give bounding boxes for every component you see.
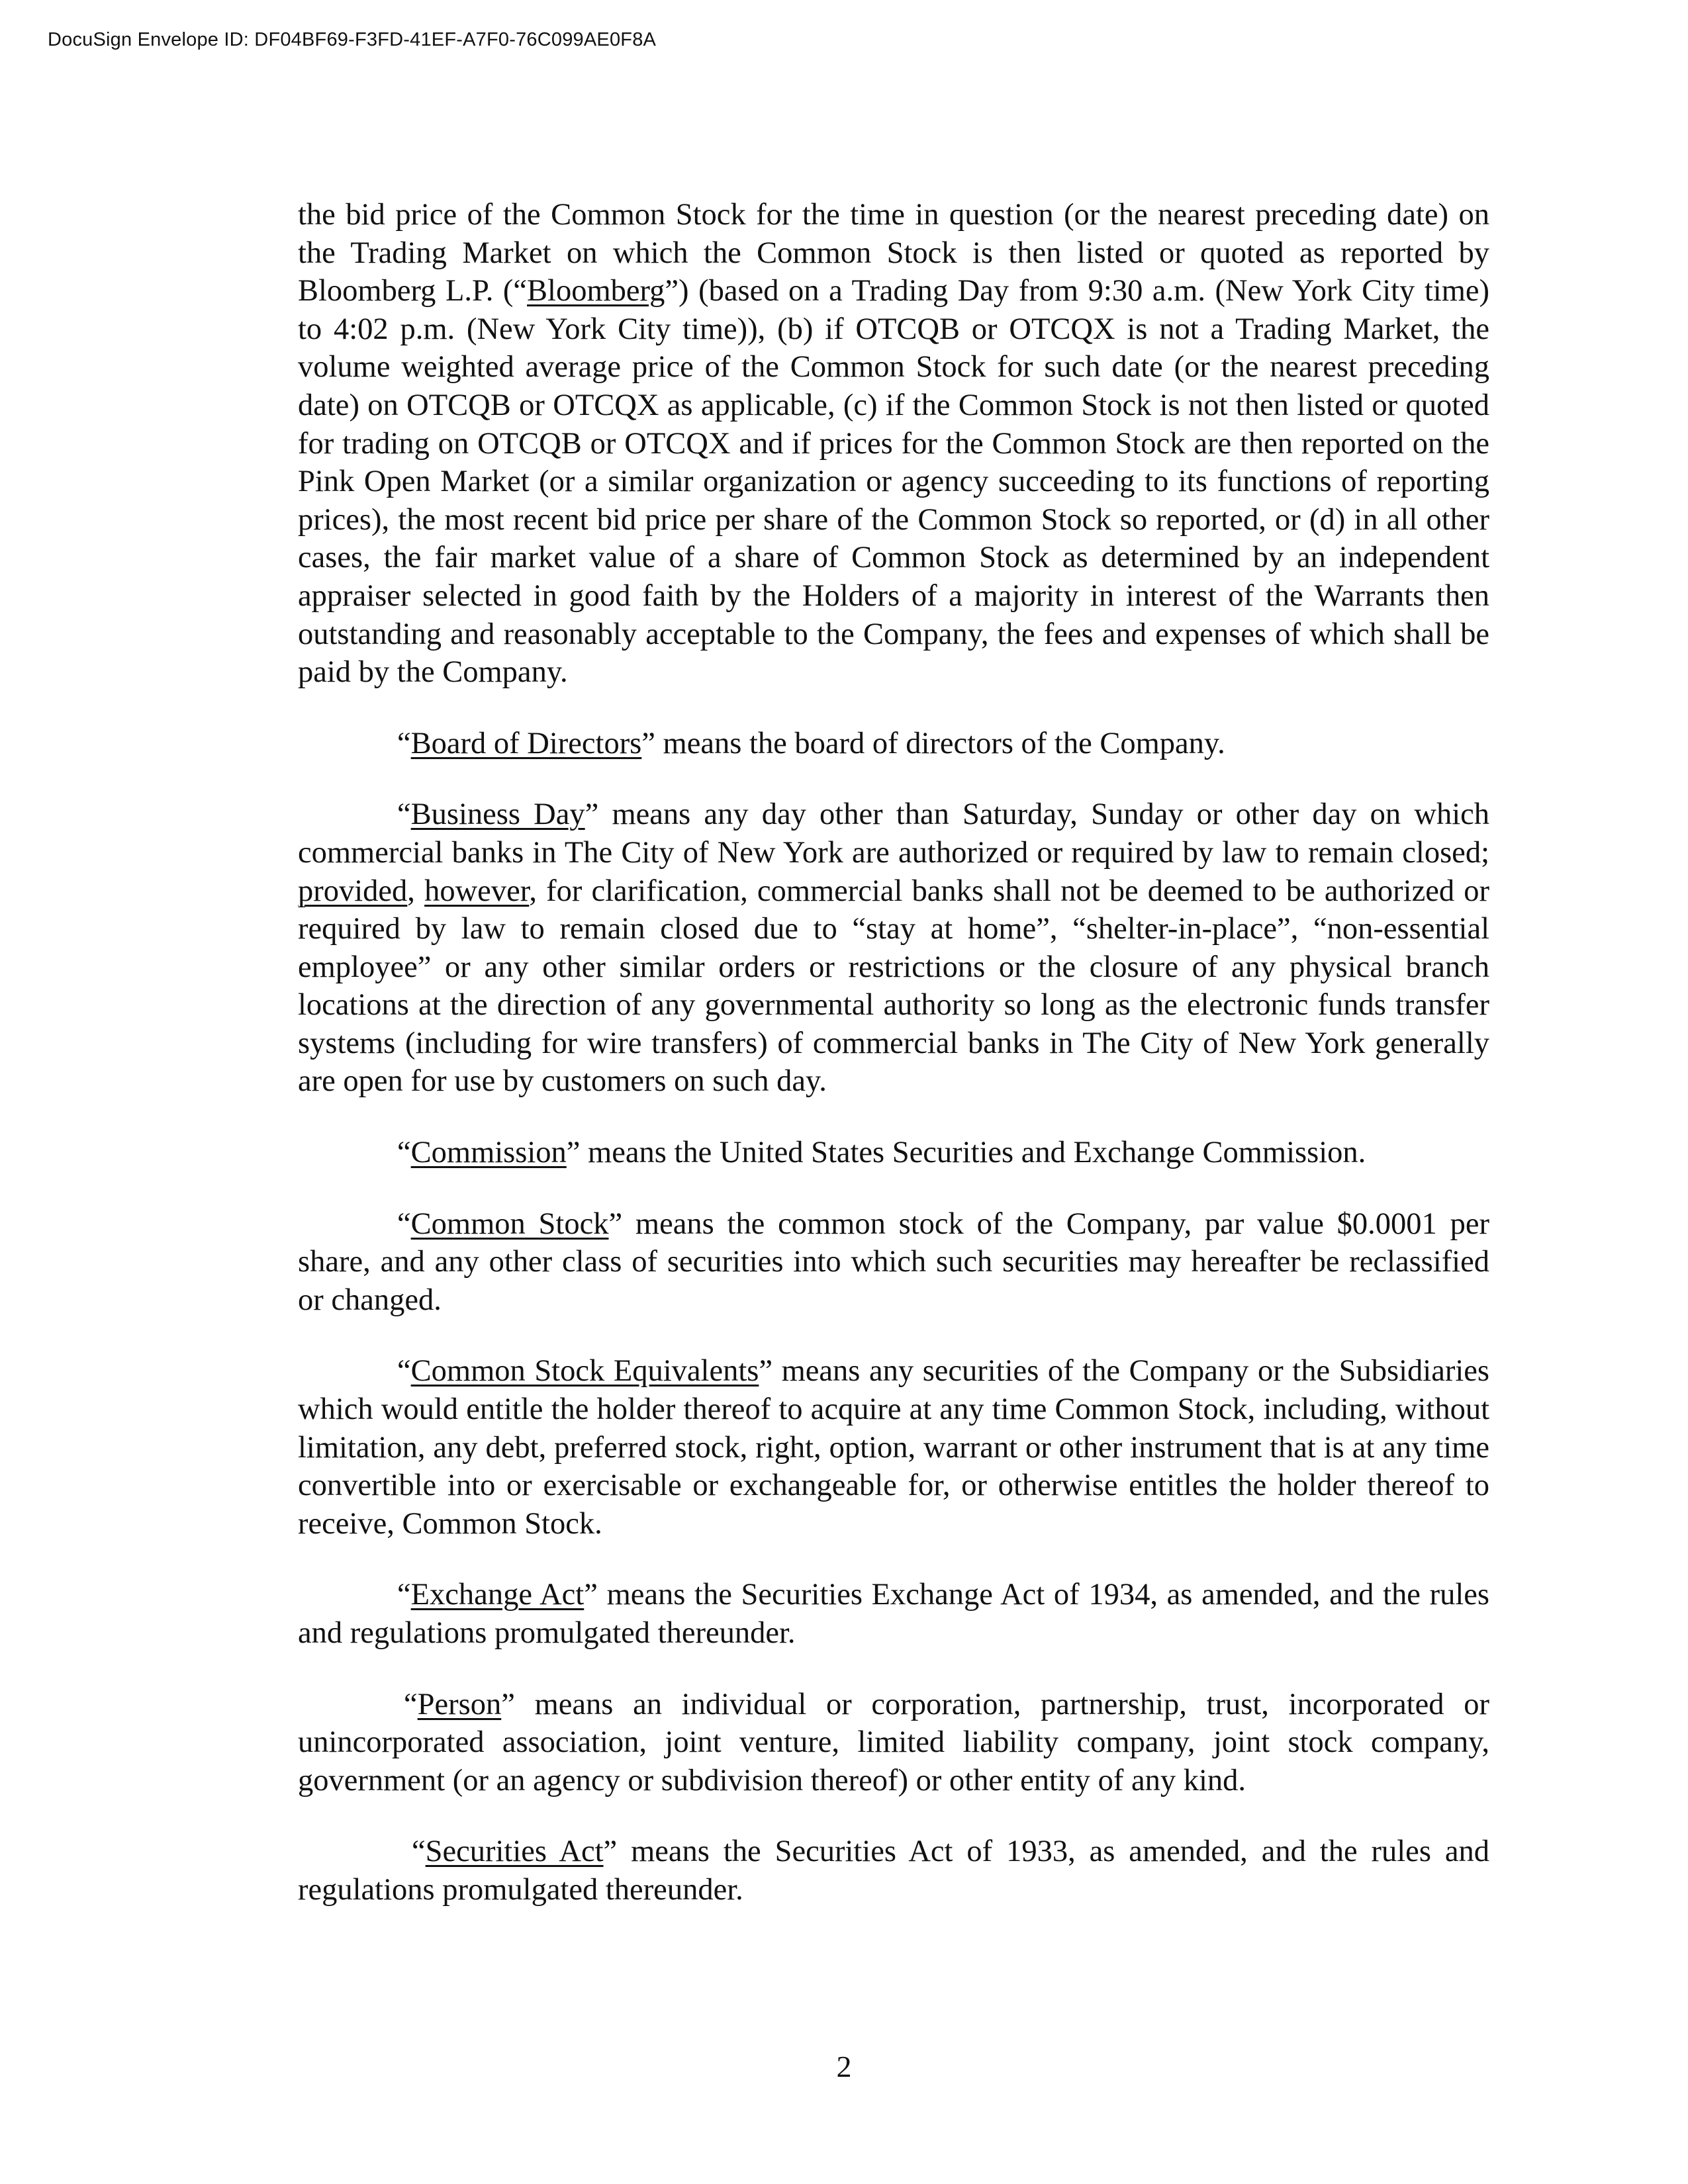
docusign-envelope-id: DocuSign Envelope ID: DF04BF69-F3FD-41EF-A7F0-76C099AE0F8A bbox=[48, 29, 657, 50]
definition-common-stock-equivalents bbox=[298, 1352, 1489, 1543]
defined-term: Bloomberg bbox=[527, 274, 665, 308]
defined-term: Board of Directors bbox=[410, 726, 642, 760]
paragraph-continued bbox=[298, 196, 1489, 692]
defined-term: Business Day bbox=[410, 797, 585, 832]
paragraph-text: ” means the Securities Exchange Act of 1934, as amended, and the rules and regulations promulgated thereunder. bbox=[298, 1578, 1489, 1650]
paragraph-text: ” means any day other than Saturday, Sunday or other day on which commercial banks in The City of New York are authorized or required by law to remain closed; bbox=[298, 797, 1489, 870]
paragraph-text: ” means the board of directors of the Company. bbox=[641, 726, 1225, 760]
paragraph-text: the bid price of the Common Stock for the time in question (or the nearest preceding date) on the Trading Market on which the Common Stock is then listed or quoted as reported by Bloomberg L.P. (“ bbox=[298, 198, 1489, 308]
definition-securities-act bbox=[298, 1833, 1489, 1909]
paragraph-text: ”) (based on a Trading Day from 9:30 a.m. (New York City time) to 4:02 p.m. (New York City time)), (b) if OTCQB or OTCQX is not a Trading Market, the volume weighted average price of the Common Stock for such date (or the nearest preceding date) on OTCQB or OTCQX as applicable, (c) if the Common Stock is not then listed or quoted for trading on OTCQB or OTCQX and if prices for the Common Stock are then reported on the Pink Open Market (or a similar organization or agency succeeding to its functions of reporting prices), the most recent bid price per share of the Common Stock so reported, or (d) in all other cases, the fair market value of a share of Common Stock as determined by an independent appraiser selected in good faith by the Holders of a majority in interest of the Warrants then outstanding and reasonably acceptable to the Company, the fees and expenses of which shall be paid by the Company. bbox=[298, 274, 1489, 690]
defined-term: however bbox=[424, 874, 530, 908]
paragraph-text: ” means the Securities Act of 1933, as amended, and the rules and regulations promulgated thereunder. bbox=[298, 1835, 1489, 1907]
document-body bbox=[298, 196, 1489, 1909]
paragraph-text: , bbox=[407, 874, 425, 908]
definition-board-of-directors bbox=[298, 725, 1489, 763]
defined-term: Securities Act bbox=[425, 1835, 604, 1869]
definition-person bbox=[298, 1686, 1489, 1800]
paragraph-text: “ bbox=[397, 1136, 411, 1170]
definition-exchange-act bbox=[298, 1576, 1489, 1652]
definition-business-day bbox=[298, 796, 1489, 1101]
definition-common-stock bbox=[298, 1205, 1489, 1320]
paragraph-text: “ bbox=[404, 1687, 418, 1721]
paragraph-text: “ bbox=[397, 797, 411, 832]
paragraph-text: “ bbox=[397, 1354, 411, 1388]
defined-term: provided bbox=[298, 874, 408, 908]
paragraph-text: “ bbox=[397, 726, 411, 760]
defined-term: Exchange Act bbox=[410, 1578, 585, 1612]
paragraph-text: ” means the United States Securities and Exchange Commission. bbox=[566, 1136, 1366, 1170]
paragraph-text: “ bbox=[397, 1206, 411, 1241]
defined-term: Common Stock Equivalents bbox=[410, 1354, 759, 1388]
defined-term: Person bbox=[417, 1687, 502, 1721]
paragraph-text: ” means an individual or corporation, partnership, trust, incorporated or unincorporated association, joint venture, limited liability company, joint stock company, government (or an agency or subdivision thereof) or other entity of any kind. bbox=[298, 1687, 1489, 1797]
page-number: 2 bbox=[836, 2050, 852, 2083]
paragraph-text: “ bbox=[397, 1578, 411, 1612]
paragraph-text: “ bbox=[412, 1835, 426, 1869]
paragraph-text: ” means any securities of the Company or the Subsidiaries which would entitle the holder thereof to acquire at any time Common Stock, including, without limitation, any debt, preferred stock, right, option, warrant or other instrument that is at any time convertible into or exercisable or exchangeable for, or otherwise entitles the holder thereof to receive, Common Stock. bbox=[298, 1354, 1490, 1541]
defined-term: Commission bbox=[410, 1136, 567, 1170]
paragraph-text: , for clarification, commercial banks shall not be deemed to be authorized or required by law to remain closed due to “stay at home”, “shelter-in-place”, “non-essential employee” or any other similar orders or restrictions or the closure of any physical branch locations at the direction of any governmental authority so long as the electronic funds transfer systems (including for wire transfers) of commercial banks in The City of New York generally are open for use by customers on such day. bbox=[298, 874, 1490, 1099]
definition-commission bbox=[298, 1134, 1489, 1172]
paragraph-text: ” means the common stock of the Company, par value $0.0001 per share, and any other class of securities into which such securities may hereafter be reclassified or changed. bbox=[298, 1206, 1489, 1317]
defined-term: Common Stock bbox=[410, 1206, 609, 1241]
